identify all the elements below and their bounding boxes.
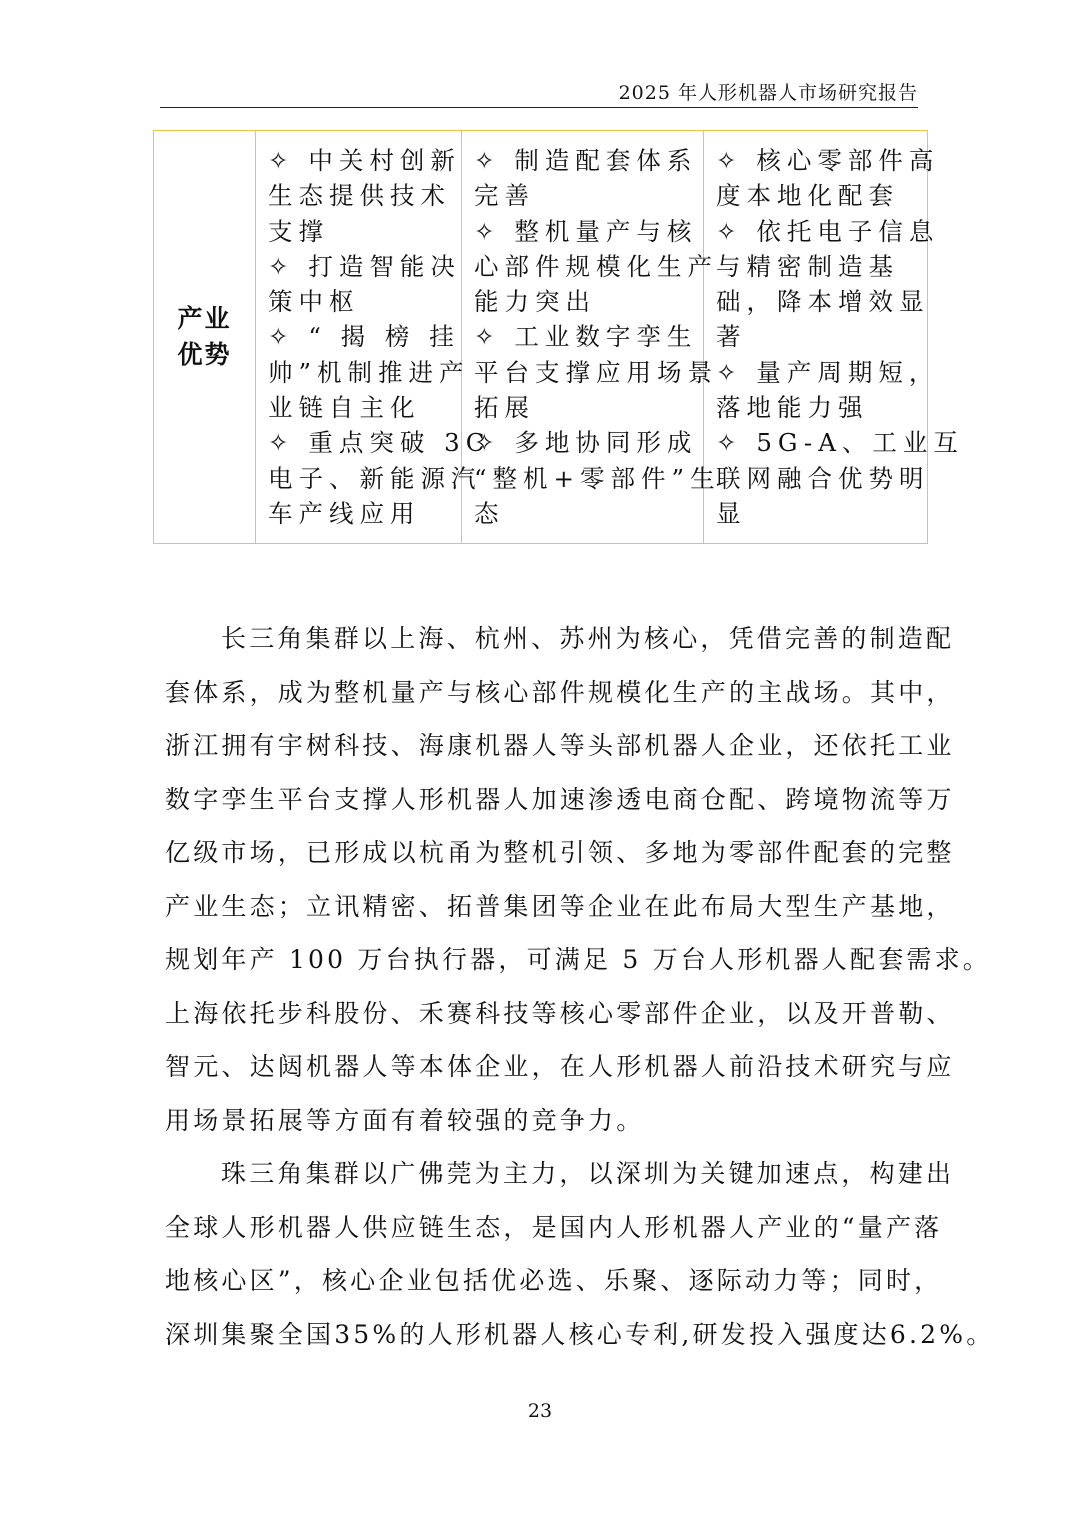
cell-line: 能力突出	[474, 287, 596, 317]
cell-line: 联网融合优势明	[716, 463, 930, 493]
cell-line: ✧ 核心零部件高	[716, 146, 940, 175]
cell-line: ✧ 量产周期短，	[716, 357, 940, 387]
paragraph-line: 规划年产 100 万台执行器，可满足 5 万台人形机器人配套需求。	[165, 945, 992, 974]
cell-line: 与精密制造基	[716, 251, 899, 281]
cell-line: 车产线应用	[268, 498, 421, 528]
body-text	[165, 612, 995, 1361]
row-label-line: 优势	[177, 340, 232, 370]
cell-line: 业链自主化	[268, 393, 421, 423]
cell-line: ✧ 制造配套体系	[474, 146, 698, 175]
paragraph-line: 全球人形机器人供应链生态，是国内人形机器人产业的“量产落	[165, 1212, 943, 1242]
header-rule	[160, 107, 918, 108]
industry-advantage-table	[153, 130, 964, 544]
cell-line: 支撑	[268, 216, 329, 246]
paragraph	[165, 1147, 995, 1361]
paragraph-line: 亿级市场，已形成以杭甬为整机引领、多地为零部件配套的完整	[165, 838, 955, 867]
cell-line: ✧ “ 揭 榜 挂	[268, 322, 460, 352]
cell-line: 态	[474, 498, 505, 528]
cell-line: ✧ 多地协同形成	[474, 428, 698, 458]
advantage-cell	[462, 131, 721, 544]
cell-line: 落地能力强	[716, 393, 869, 423]
cell-line: ✧ 中关村创新	[268, 146, 461, 175]
paragraph-line: 地核心区”，核心企业包括优必选、乐聚、逐际动力等；同时，	[165, 1266, 943, 1295]
cell-line: 平台支撑应用场景	[474, 357, 718, 387]
row-label-cell	[154, 131, 256, 544]
paragraph-line: 产业生态；立讯精密、拓普集团等企业在此布局大型生产基地，	[165, 891, 955, 921]
paragraph-line: 智元、达闼机器人等本体企业，在人形机器人前沿技术研究与应	[165, 1052, 955, 1081]
cell-line: 完善	[474, 181, 535, 211]
cell-line: ✧ 打造智能决	[268, 251, 461, 281]
cell-line: 度本地化配套	[716, 181, 899, 211]
cell-line: ✧ 工业数字孪生	[474, 322, 698, 352]
cell-line: “整机+零部件”生	[474, 463, 721, 493]
cell-line: 帅”机制推进产	[268, 357, 470, 387]
cell-line: 础，降本增效显	[716, 287, 930, 317]
paragraph-line: 上海依托步科股份、禾赛科技等核心零部件企业，以及开普勒、	[165, 998, 955, 1028]
cell-line: ✧ 重点突破 3C	[268, 428, 491, 458]
paragraph-line: 数字孪生平台支撑人形机器人加速渗透电商仓配、跨境物流等万	[165, 784, 955, 814]
paragraph-line: 长三角集群以上海、杭州、苏州为核心，凭借完善的制造配	[221, 624, 955, 653]
cell-line: 显	[716, 498, 747, 528]
paragraph-line: 珠三角集群以广佛莞为主力，以深圳为关键加速点，构建出	[221, 1159, 955, 1188]
paragraph-line: 深圳集聚全国35%的人形机器人核心专利,研发投入强度达6.2%。	[165, 1319, 995, 1349]
advantage-cell	[256, 131, 491, 544]
table-row	[154, 131, 928, 544]
advantage-cell	[704, 131, 964, 544]
paragraph-line: 浙江拥有宇树科技、海康机器人等头部机器人企业，还依托工业	[165, 731, 955, 760]
cell-line: ✧ 依托电子信息	[716, 216, 940, 246]
cell-line: 电子、新能源汽	[268, 463, 482, 493]
row-label-line: 产业	[177, 304, 232, 334]
cell-line: 心部件规模化生产	[474, 251, 718, 281]
cell-line: 著	[716, 322, 747, 352]
running-header: 2025 年人形机器人市场研究报告	[618, 82, 918, 104]
cell-line: 策中枢	[268, 287, 360, 317]
cell-line: 拓展	[474, 393, 535, 423]
cell-line: 生态提供技术	[268, 181, 451, 211]
paragraph	[165, 612, 992, 1147]
paragraph-line: 用场景拓展等方面有着较强的竞争力。	[165, 1105, 645, 1135]
paragraph-line: 套体系，成为整机量产与核心部件规模化生产的主战场。其中，	[165, 677, 955, 707]
page-number: 23	[527, 1400, 553, 1422]
cell-line: ✧ 整机量产与核	[474, 216, 698, 246]
cell-line: ✧ 5G-A、工业互	[716, 428, 964, 458]
